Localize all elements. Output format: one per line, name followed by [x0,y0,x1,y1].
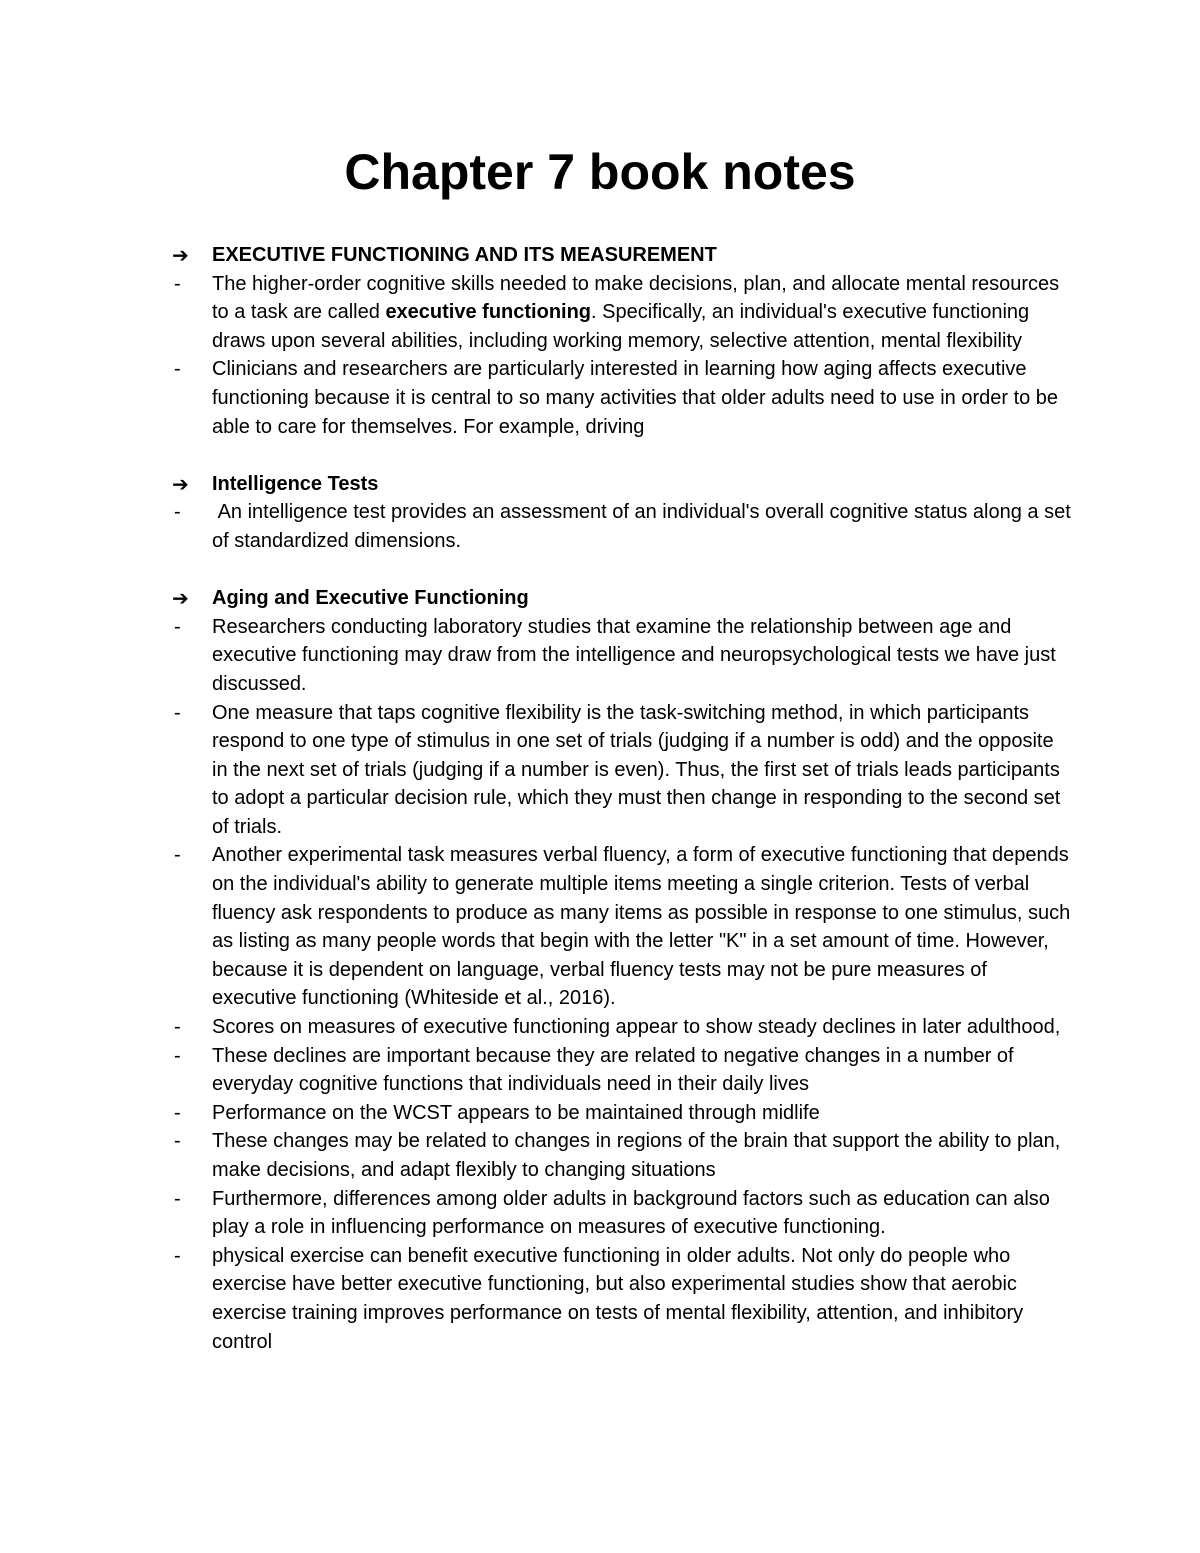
list-item [172,1013,1072,1042]
list-item [172,498,1077,555]
list-item-text: Furthermore, differences among older adults in background factors such as education can also play a role in influencing performance on measures of executive functioning. [212,1187,1050,1239]
section-executive-functioning-measurement [172,241,1072,441]
dash-bullet-icon: - [174,272,181,295]
dash-bullet-icon: - [174,1244,181,1267]
list-item [172,1242,1072,1356]
dash-bullet-icon: - [174,1016,181,1039]
list-item [172,841,1072,1013]
dash-bullet-icon: - [174,358,181,381]
section-heading [172,470,1072,499]
bullet-list [172,613,1072,1356]
bullet-list [172,498,1077,555]
dash-bullet-icon: - [174,1130,181,1153]
dash-bullet-icon: - [174,844,181,867]
list-item [172,613,1072,699]
section-heading-text: Intelligence Tests [212,472,379,495]
section-aging-executive-functioning [172,584,1072,1356]
dash-bullet-icon: - [174,615,181,638]
list-item [172,1185,1072,1242]
notes-content [172,241,1077,1356]
list-item-text: Another experimental task measures verbal fluency, a form of executive functioning that depends on the individual's ability to generate multiple items meeting a single criterion. Tests of verbal fluency ask respondents to produce as many items as possible in response to one stimulus, such as listing as many people words that begin with the letter "K" in a set amount of time. However, because it is dependent on language, verbal fluency tests may not be pure measures of executive functioning (Whiteside et al., 2016). [212,844,1071,1010]
bold-term: executive functioning [385,301,592,324]
list-item-text: These declines are important because they are related to negative changes in a number of everyday cognitive functions that individuals need in their daily lives [212,1044,1014,1096]
list-item [172,699,1072,842]
list-item-text: physical exercise can benefit executive functioning in older adults. Not only do people who exercise have better executive functioning, but also experimental studies show that aerobic exercise training improves performance on tests of mental flexibility, attention, and inhibitory control [212,1244,1024,1353]
arrow-bullet-icon: ➔ [172,471,189,496]
dash-bullet-icon: - [174,1187,181,1210]
list-item-text-continued: . Specifically, an individual's executive functioning draws upon several abilities, including working memory, selective attention, mental flexibility [212,301,1030,352]
bullet-list [172,270,1072,442]
list-item [172,1127,1072,1184]
list-item-text: Performance on the WCST appears to be maintained through midlife [212,1101,820,1124]
list-item [172,1042,1072,1099]
list-item-text: An intelligence test provides an assessment of an individual's overall cognitive status along a set of standardized dimensions. [212,501,1077,552]
section-heading-text: Aging and Executive Functioning [212,587,529,610]
page-title: Chapter 7 book notes [344,144,856,200]
arrow-bullet-icon: ➔ [172,243,189,267]
section-intelligence-tests [172,470,1077,556]
arrow-bullet-icon: ➔ [172,586,189,611]
list-item [172,270,1072,356]
list-item-text: One measure that taps cognitive flexibility is the task-switching method, in which participants respond to one type of stimulus in one set of trials (judging if a number is odd) and the opposite in the next set of trials (judging if a number is even). Thus, the first set of trials leads participants to adopt a particular decision rule, which they must then change in responding to the second set of trials. [212,701,1061,838]
list-item [172,1099,1072,1128]
list-item-text: The higher-order cognitive skills needed to make decisions, plan, and allocate mental resources to a task are called [212,272,1060,324]
dash-bullet-icon: - [174,701,181,724]
dash-bullet-icon: - [174,501,181,524]
section-heading-text: EXECUTIVE FUNCTIONING AND ITS MEASUREMENT [212,244,717,266]
dash-bullet-icon: - [174,1101,181,1124]
list-item [172,355,1072,441]
dash-bullet-icon: - [174,1044,181,1067]
list-item-text: Scores on measures of executive functioning appear to show steady declines in later adulthood, [212,1016,1061,1039]
list-item-text: Researchers conducting laboratory studies that examine the relationship between age and executive functioning may draw from the intelligence and neuropsychological tests we have just discussed. [212,615,1056,695]
list-item-text: These changes may be related to changes in regions of the brain that support the ability to plan, make decisions, and adapt flexibly to changing situations [212,1130,1061,1181]
list-item-text: Clinicians and researchers are particularly interested in learning how aging affects executive functioning because it is central to so many activities that older adults need to use in order to be able to care for themselves. For example, driving [212,358,1059,438]
section-heading [172,584,1072,613]
section-heading [172,241,1072,270]
